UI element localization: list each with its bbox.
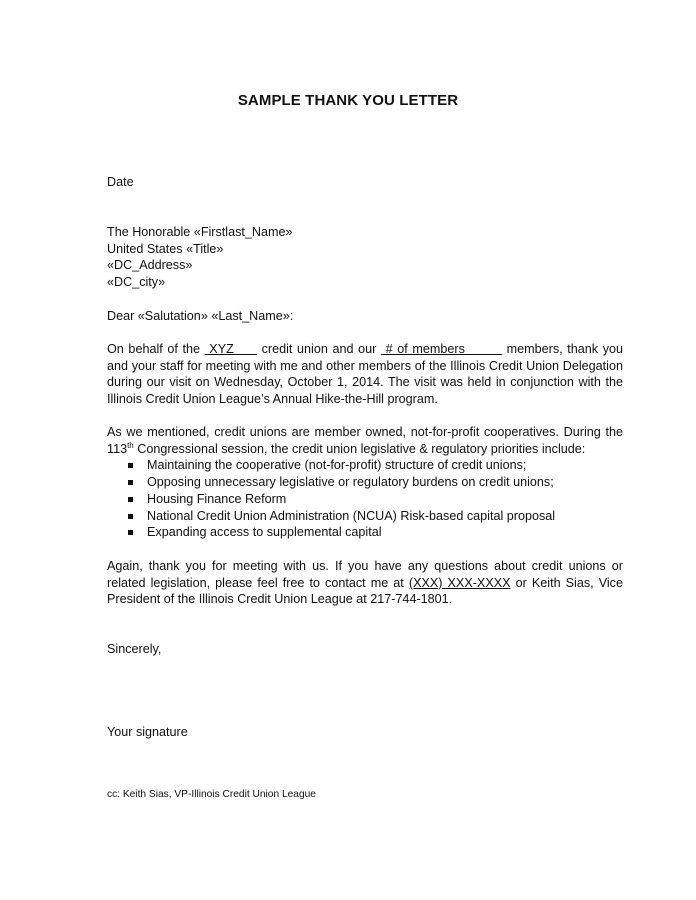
para1-text-a: On behalf of the <box>107 342 205 356</box>
paragraph-3 <box>107 558 623 608</box>
priority-item <box>107 491 623 508</box>
paragraph-2-line-2 <box>107 441 623 458</box>
credit-union-name-blank: XYZ <box>204 342 257 356</box>
priority-item <box>107 524 623 541</box>
para2-text-rest: Congressional session, the credit union legislative & regulatory priorities include: <box>133 441 586 456</box>
para3-text-a: related legislation, please feel free to contact me at <box>107 575 409 590</box>
cc-line: cc: Keith Sias, VP-Illinois Credit Union League <box>107 789 316 800</box>
bullet-icon <box>128 514 133 519</box>
recipient-address <box>107 224 623 291</box>
bullet-icon <box>128 497 133 502</box>
phone-number-blank: (XXX) XXX-XXXX <box>408 575 511 590</box>
para3-text-b: or Keith Sias, Vice <box>510 575 623 590</box>
priority-item <box>107 474 623 491</box>
date-line <box>107 174 623 191</box>
para1-text-c: members, thank you <box>502 342 624 356</box>
member-count-blank: # of members <box>381 342 502 356</box>
signature: Your signature <box>107 725 188 739</box>
paragraph-3-line-3: President of the Illinois Credit Union League at 217-744-1801. <box>107 592 453 607</box>
signature-line <box>107 724 623 741</box>
bullet-icon <box>128 463 133 468</box>
paragraph-1-line-1 <box>107 341 623 358</box>
address-line-4: «DC_city» <box>107 275 166 290</box>
para1-text-b: credit union and our <box>256 342 381 356</box>
paragraph-1-line-2: and your staff for meeting with me and other members of the Illinois Credit Union Delegation <box>107 358 623 373</box>
bullet-icon <box>128 480 133 485</box>
priority-text: National Credit Union Administration (NCUA) Risk-based capital proposal <box>147 508 556 523</box>
address-line-1: The Honorable «Firstlast_Name» <box>107 225 293 239</box>
salutation-line <box>107 308 623 325</box>
ordinal-suffix: th <box>127 440 134 450</box>
priorities-list <box>107 457 623 541</box>
date-label: Date <box>107 175 134 189</box>
closing-line <box>107 641 623 658</box>
letter-title: SAMPLE THANK YOU LETTER <box>237 92 459 109</box>
paragraph-3-line-2 <box>107 575 623 592</box>
bullet-icon <box>128 530 133 535</box>
priority-text: Expanding access to supplemental capital <box>147 525 382 540</box>
closing: Sincerely, <box>107 642 162 656</box>
paragraph-3-line-1: Again, thank you for meeting with us. If you have any questions about credit unions or <box>107 559 623 573</box>
paragraph-2-line-1: As we mentioned, credit unions are member owned, not-for-profit cooperatives. During the <box>107 425 623 439</box>
priority-text: Housing Finance Reform <box>147 491 287 506</box>
priority-item <box>107 457 623 474</box>
address-line-2: United States «Title» <box>107 241 224 256</box>
session-number: 113 <box>107 441 128 456</box>
priority-text: Maintaining the cooperative (not-for-profit) structure of credit unions; <box>147 458 527 473</box>
priority-text: Opposing unnecessary legislative or regulatory burdens on credit unions; <box>147 475 554 490</box>
paragraph-1-line-4: Illinois Credit Union League’s Annual Hike-the-Hill program. <box>107 392 438 407</box>
priority-item <box>107 508 623 525</box>
salutation: Dear «Salutation» «Last_Name»: <box>107 309 294 323</box>
paragraph-1-line-3: during our visit on Wednesday, October 1, 2014. The visit was held in conjunction with the <box>107 375 623 390</box>
address-line-3: «DC_Address» <box>107 258 193 273</box>
paragraph-2 <box>107 424 623 541</box>
paragraph-1 <box>107 341 623 408</box>
